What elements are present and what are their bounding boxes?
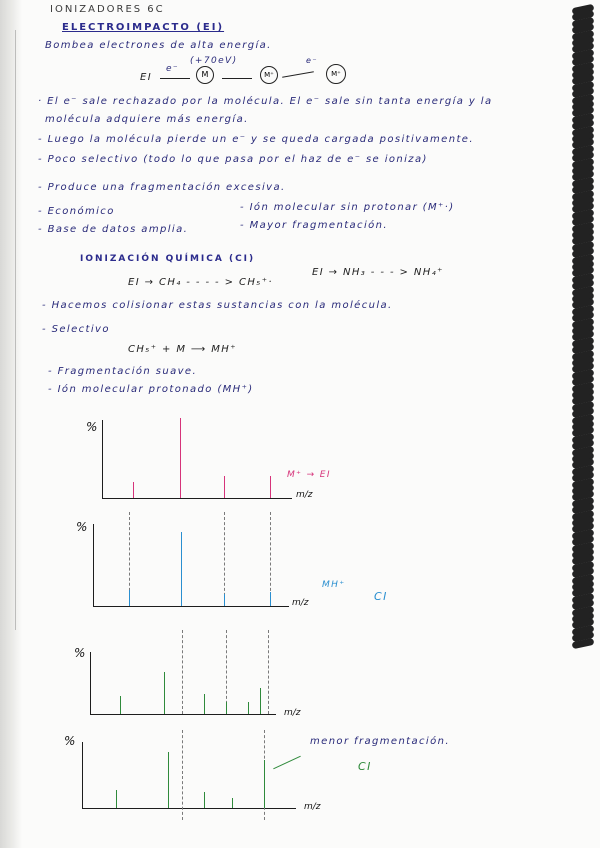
ci-note-2: - Selectivo [42, 324, 110, 335]
arrow-1 [160, 78, 190, 79]
note-2: molécula adquiere más energía. [45, 114, 249, 125]
ci-note-3: - Fragmentación suave. [48, 366, 198, 377]
peak-3d [226, 702, 227, 714]
peak-2c [224, 594, 225, 606]
arrow-3 [282, 71, 314, 78]
note-6: - Económico [38, 206, 115, 217]
y-axis-1 [102, 420, 103, 498]
y-axis-3 [90, 652, 91, 714]
spiral-binding [566, 0, 600, 848]
ci-note-4: - Ión molecular protonado (MH⁺) [48, 384, 254, 395]
note-9: - Mayor fragmentación. [240, 220, 388, 231]
page-title: IONIZADORES 6C [50, 4, 165, 15]
chart4-note-a: menor fragmentación. [310, 736, 450, 747]
peak-3a [120, 696, 121, 714]
x-axis-3 [90, 714, 276, 715]
ei-symbol: EI [140, 72, 153, 83]
peak-4b [168, 752, 169, 808]
arrow-2 [222, 78, 252, 79]
ci-equation-2: EI → NH₃ - - - > NH₄⁺ [312, 267, 444, 278]
x-label-1: m/z [296, 490, 313, 500]
y-axis-4 [82, 742, 83, 808]
peak-3e [248, 702, 249, 714]
ion-circle: M⁺ [260, 66, 278, 84]
x-axis-1 [102, 498, 292, 499]
peak-4e [264, 760, 265, 808]
ei-heading: ELECTROIMPACTO (EI) [62, 22, 225, 33]
page-edge-shadow [0, 0, 22, 848]
molecule-circle: M [196, 66, 214, 84]
chart4-arrow [273, 756, 301, 770]
electron-out-label: e⁻ [306, 56, 318, 65]
guide-2b [224, 512, 225, 606]
y-axis-2 [93, 524, 94, 606]
peak-2a [129, 590, 130, 606]
peak-1d [270, 476, 271, 498]
x-axis-2 [93, 606, 289, 607]
note-5: - Produce una fragmentación excesiva. [38, 182, 286, 193]
electron-label: e⁻ [166, 64, 180, 74]
peak-3f [260, 688, 261, 714]
y-label-1: % [86, 420, 98, 434]
ci-heading: IONIZACIÓN QUÍMICA (CI) [80, 254, 256, 264]
ion-circle-2: M⁺ [326, 64, 346, 84]
y-label-3: % [74, 646, 86, 660]
peak-1c [224, 476, 225, 498]
y-label-2: % [76, 520, 88, 534]
page-edge-line [15, 30, 16, 630]
peak-4a [116, 790, 117, 808]
ci-equation-3: CH₅⁺ + M ⟶ MH⁺ [128, 344, 237, 355]
guide-3c [268, 630, 269, 714]
chart2-note-b: CI [374, 590, 388, 603]
peak-3c [204, 694, 205, 714]
note-8: - Base de datos amplia. [38, 224, 189, 235]
x-label-3: m/z [284, 708, 301, 718]
note-1: · El e⁻ sale rechazado por la molécula. El e⁻ sale sin tanta energía y la [38, 96, 493, 107]
peak-1b [180, 418, 181, 498]
note-3: - Luego la molécula pierde un e⁻ y se queda cargada positivamente. [38, 134, 474, 145]
ei-description: Bombea electrones de alta energía. [45, 40, 272, 51]
chart4-note-b: CI [358, 760, 372, 773]
chart1-note: M⁺ → EI [287, 470, 331, 480]
peak-3b [164, 672, 165, 714]
guide-4a [182, 730, 183, 820]
ci-equation-1: EI → CH₄ - - - - > CH₅⁺· [128, 277, 273, 288]
x-label-2: m/z [292, 598, 309, 608]
energy-label: (+70eV) [190, 56, 238, 66]
peak-2d [270, 592, 271, 606]
note-7: - Ión molecular sin protonar (M⁺·) [240, 202, 455, 213]
peak-2b [181, 532, 182, 606]
note-4: - Poco selectivo (todo lo que pasa por el haz de e⁻ se ioniza) [38, 154, 428, 165]
chart2-note-a: MH⁺ [322, 580, 346, 590]
peak-1a [133, 482, 134, 498]
ionization-scheme [130, 56, 370, 96]
guide-3a [182, 630, 183, 714]
ci-note-1: - Hacemos colisionar estas sustancias con la molécula. [42, 300, 393, 311]
peak-4c [204, 792, 205, 808]
peak-4d [232, 798, 233, 808]
x-label-4: m/z [304, 802, 321, 812]
y-label-4: % [64, 734, 76, 748]
